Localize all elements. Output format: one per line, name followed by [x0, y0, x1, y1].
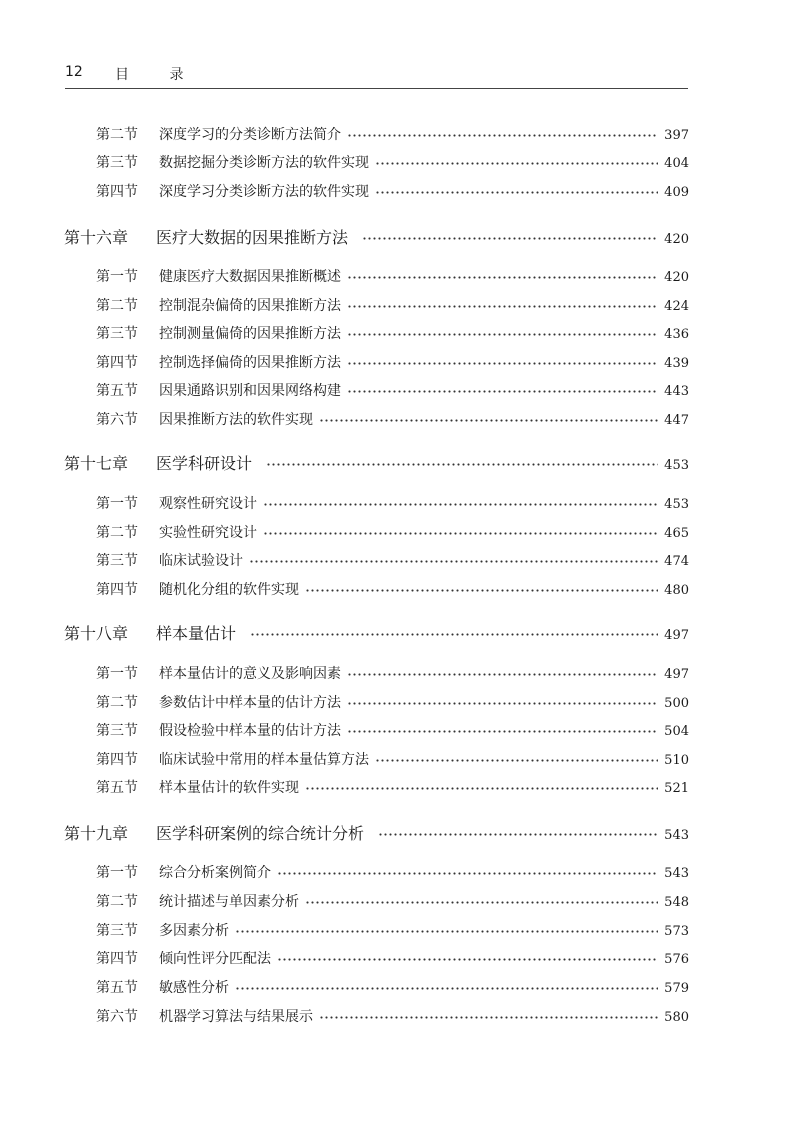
entry-number: 第二节 [96, 298, 138, 314]
header-title: 目 录 [115, 67, 202, 83]
dot-leader [250, 629, 658, 639]
entry-title: 样本量估计的意义及影响因素 [159, 666, 341, 682]
entry-title: 健康医疗大数据因果推断概述 [159, 269, 341, 285]
toc-section-entry [96, 720, 689, 742]
entry-number: 第六节 [96, 412, 138, 428]
entry-page-number: 548 [664, 895, 689, 910]
entry-title: 综合分析案例简介 [159, 865, 271, 881]
dot-leader [319, 415, 658, 425]
entry-page-number: 521 [664, 781, 689, 796]
toc-section-entry [96, 692, 689, 714]
toc-section-entry [96, 920, 689, 942]
entry-page-number: 453 [664, 497, 689, 512]
toc-chapter-entry [64, 453, 689, 475]
entry-title: 临床试验设计 [159, 553, 243, 569]
entry-number: 第四节 [96, 184, 138, 200]
toc-section-entry [96, 977, 689, 999]
toc-section-entry [96, 862, 689, 884]
dot-leader [305, 585, 658, 595]
entry-title: 多因素分析 [159, 923, 229, 939]
entry-title: 控制测量偏倚的因果推断方法 [159, 326, 341, 342]
entry-number: 第三节 [96, 923, 138, 939]
entry-title: 观察性研究设计 [159, 496, 257, 512]
dot-leader [235, 983, 658, 993]
entry-title: 医疗大数据的因果推断方法 [156, 228, 349, 247]
entry-page-number: 543 [664, 828, 689, 843]
toc-section-entry [96, 152, 689, 174]
entry-page-number: 420 [664, 232, 689, 247]
entry-title: 临床试验中常用的样本量估算方法 [159, 752, 369, 768]
dot-leader [305, 897, 658, 907]
entry-title: 倾向性评分匹配法 [159, 951, 271, 967]
entry-page-number: 543 [664, 866, 689, 881]
entry-page-number: 497 [664, 667, 689, 682]
entry-title: 数据挖掘分类诊断方法的软件实现 [159, 155, 369, 171]
dot-leader [347, 329, 658, 339]
entry-title: 机器学习算法与结果展示 [159, 1009, 313, 1025]
toc-section-entry [96, 749, 689, 771]
dot-leader [347, 669, 658, 679]
entry-number: 第二节 [96, 525, 138, 541]
entry-title: 医学科研设计 [156, 454, 253, 473]
entry-title: 假设检验中样本量的估计方法 [159, 723, 341, 739]
toc-section-entry [96, 493, 689, 515]
dot-leader [266, 459, 658, 469]
dot-leader [347, 301, 658, 311]
entry-page-number: 443 [664, 384, 689, 399]
toc-section-entry [96, 1006, 689, 1028]
entry-title: 控制混杂偏倚的因果推断方法 [159, 298, 341, 314]
dot-leader [347, 698, 658, 708]
entry-page-number: 439 [664, 356, 689, 371]
entry-number: 第一节 [96, 666, 138, 682]
entry-title: 敏感性分析 [159, 980, 229, 996]
entry-number: 第二节 [96, 127, 138, 143]
entry-page-number: 480 [664, 583, 689, 598]
entry-number: 第三节 [96, 155, 138, 171]
toc-section-entry [96, 124, 689, 146]
toc-chapter-entry [64, 623, 689, 645]
dot-leader [375, 158, 658, 168]
entry-title: 实验性研究设计 [159, 525, 257, 541]
entry-number: 第二节 [96, 695, 138, 711]
dot-leader [347, 386, 658, 396]
entry-number: 第四节 [96, 752, 138, 768]
toc-section-entry [96, 522, 689, 544]
dot-leader [263, 499, 658, 509]
entry-page-number: 579 [664, 981, 689, 996]
toc-section-entry [96, 409, 689, 431]
entry-title: 深度学习的分类诊断方法简介 [159, 127, 341, 143]
entry-number: 第一节 [96, 496, 138, 512]
toc-section-entry [96, 777, 689, 799]
toc-chapter-entry [64, 227, 689, 249]
entry-page-number: 576 [664, 952, 689, 967]
dot-leader [235, 926, 658, 936]
entry-number: 第十七章 [64, 454, 129, 473]
entry-number: 第四节 [96, 355, 138, 371]
dot-leader [347, 130, 658, 140]
entry-page-number: 510 [664, 753, 689, 768]
entry-page-number: 397 [664, 128, 689, 143]
entry-page-number: 453 [664, 458, 689, 473]
toc-section-entry [96, 948, 689, 970]
toc-section-entry [96, 579, 689, 601]
entry-title: 样本量估计的软件实现 [159, 780, 299, 796]
entry-page-number: 474 [664, 554, 689, 569]
dot-leader [319, 1012, 658, 1022]
entry-number: 第三节 [96, 723, 138, 739]
entry-number: 第十九章 [64, 824, 129, 843]
dot-leader [347, 726, 658, 736]
entry-title: 参数估计中样本量的估计方法 [159, 695, 341, 711]
entry-number: 第五节 [96, 383, 138, 399]
toc-section-entry [96, 380, 689, 402]
dot-leader [305, 783, 658, 793]
entry-page-number: 504 [664, 724, 689, 739]
dot-leader [347, 358, 658, 368]
entry-page-number: 436 [664, 327, 689, 342]
entry-number: 第十六章 [64, 228, 129, 247]
entry-title: 随机化分组的软件实现 [159, 582, 299, 598]
dot-leader [375, 755, 658, 765]
toc-section-entry [96, 323, 689, 345]
toc-section-entry [96, 891, 689, 913]
entry-number: 第十八章 [64, 624, 129, 643]
entry-number: 第一节 [96, 269, 138, 285]
dot-leader [277, 954, 658, 964]
entry-page-number: 465 [664, 526, 689, 541]
dot-leader [249, 556, 658, 566]
entry-title: 样本量估计 [156, 624, 237, 643]
entry-title: 因果推断方法的软件实现 [159, 412, 313, 428]
entry-title: 因果通路识别和因果网络构建 [159, 383, 341, 399]
dot-leader [378, 829, 658, 839]
entry-number: 第二节 [96, 894, 138, 910]
page-header [65, 60, 688, 89]
toc-section-entry [96, 181, 689, 203]
entry-number: 第三节 [96, 326, 138, 342]
dot-leader [277, 868, 658, 878]
entry-page-number: 497 [664, 628, 689, 643]
toc-section-entry [96, 295, 689, 317]
entry-page-number: 420 [664, 270, 689, 285]
entry-page-number: 409 [664, 185, 689, 200]
entry-page-number: 424 [664, 299, 689, 314]
entry-page-number: 447 [664, 413, 689, 428]
entry-page-number: 404 [664, 156, 689, 171]
toc-section-entry [96, 550, 689, 572]
toc-section-entry [96, 663, 689, 685]
entry-page-number: 500 [664, 696, 689, 711]
entry-number: 第五节 [96, 780, 138, 796]
dot-leader [347, 272, 658, 282]
entry-number: 第四节 [96, 951, 138, 967]
entry-title: 深度学习分类诊断方法的软件实现 [159, 184, 369, 200]
entry-number: 第六节 [96, 1009, 138, 1025]
toc-chapter-entry [64, 823, 689, 845]
entry-page-number: 573 [664, 924, 689, 939]
dot-leader [362, 233, 658, 243]
toc-section-entry [96, 266, 689, 288]
page-number: 12 [65, 64, 83, 80]
dot-leader [263, 528, 658, 538]
entry-page-number: 580 [664, 1010, 689, 1025]
toc-section-entry [96, 352, 689, 374]
entry-title: 统计描述与单因素分析 [159, 894, 299, 910]
entry-number: 第五节 [96, 980, 138, 996]
entry-number: 第三节 [96, 553, 138, 569]
dot-leader [375, 187, 658, 197]
entry-number: 第四节 [96, 582, 138, 598]
entry-title: 医学科研案例的综合统计分析 [156, 824, 365, 843]
entry-number: 第一节 [96, 865, 138, 881]
entry-title: 控制选择偏倚的因果推断方法 [159, 355, 341, 371]
